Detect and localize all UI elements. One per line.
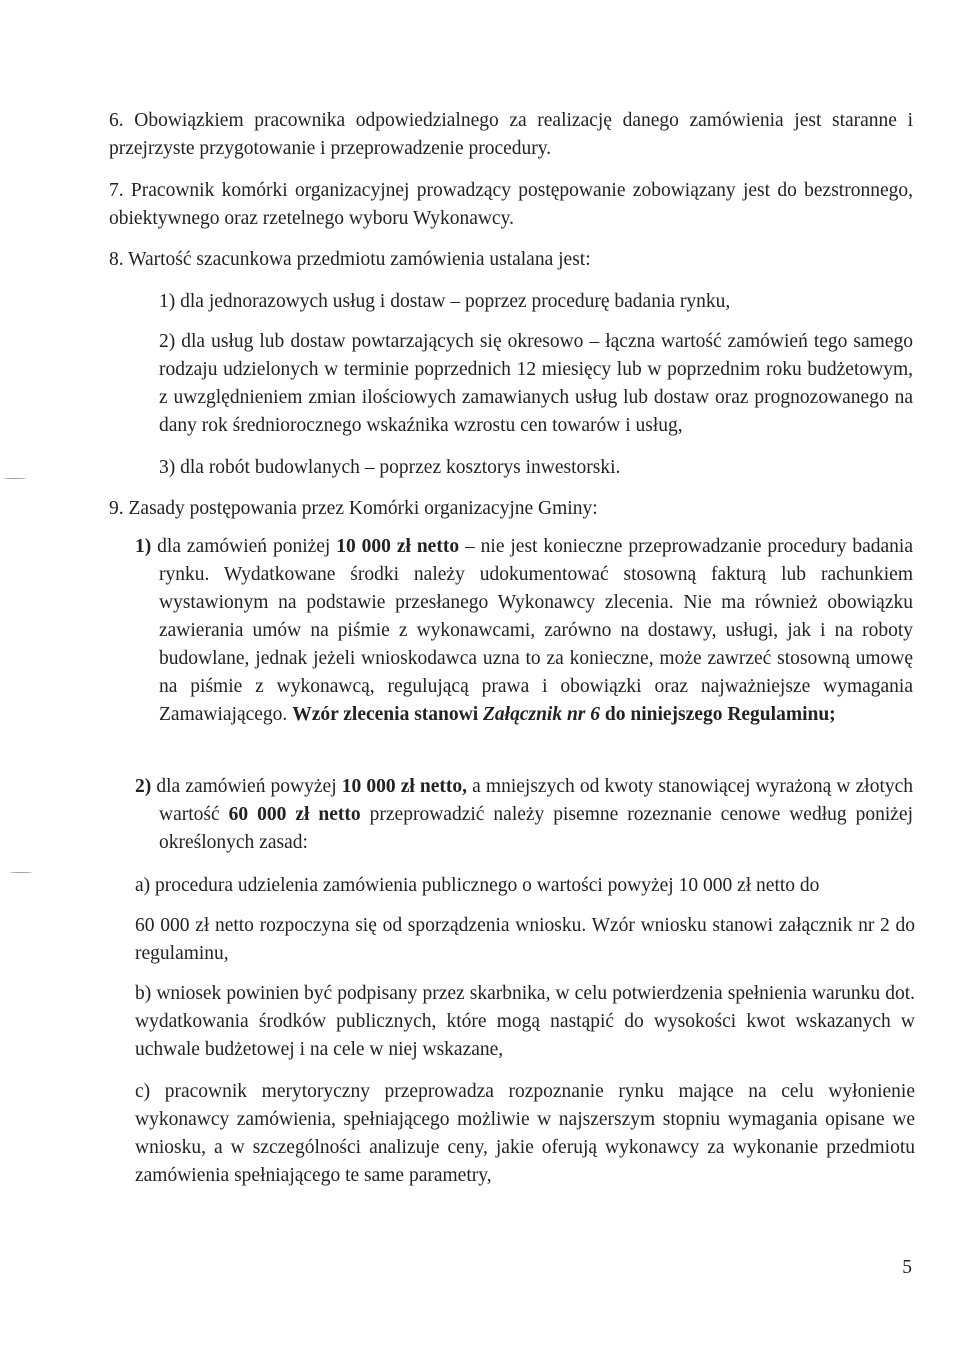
paragraph-6: 6. Obowiązkiem pracownika odpowiedzialnego za realizację danego zamówienia jest staranne i przejrzyste przygotowanie i przeprowadzenie procedury. — [109, 110, 913, 159]
paragraph-9-item-2 — [135, 773, 914, 857]
item-1-number: 1) — [135, 536, 152, 557]
item-2-text-b: a mniejszych od kwoty stanowiącej wyrażoną w złotych wartość — [159, 776, 914, 825]
paragraph-8-item-2 — [159, 328, 913, 440]
subitem-c: c) pracownik merytoryczny przeprowadza rozpoznanie rynku mające na celu wyłonienie wykonawcy zamówienia, spełniającego możliwie w najszerszym stopniu wymagania opisane we wniosku, a w szczególności analizuje ceny, jakie oferują wykonawcy za wykonanie przedmiotu zamówienia spełniającego te same parametry, — [135, 1081, 915, 1186]
paragraph-9: 9. Zasady postępowania przez Komórki organizacyjne Gminy: — [109, 498, 598, 519]
item-1-template-note: Wzór zlecenia stanowi — [292, 704, 483, 725]
subitem-a-line-1: a) procedura udzielenia zamówienia publicznego o wartości powyżej 10 000 zł netto do — [135, 875, 820, 896]
paragraph-7: 7. Pracownik komórki organizacyjnej prowadzący postępowanie zobowiązany jest do bezstronnego, obiektywnego oraz rzetelnego wyboru Wykonawcy. — [109, 180, 913, 229]
item-1-regulation-ref: do niniejszego Regulaminu; — [600, 704, 836, 725]
item-2-text-c: przeprowadzić należy pisemne rozeznanie cenowe według poniżej określonych zasad: — [159, 804, 913, 853]
paragraph-8: 8. Wartość szacunkowa przedmiotu zamówienia ustalana jest: — [109, 249, 591, 270]
item-2-number: 2) — [135, 776, 152, 797]
item-2-text-a: dla zamówień powyżej — [151, 776, 342, 797]
item-1-text-a: dla zamówień poniżej — [151, 536, 337, 557]
item-1-threshold: 10 000 zł netto — [336, 536, 460, 557]
item-1-attachment-ref: Załącznik nr 6 — [483, 704, 601, 725]
subitem-a-continuation: 60 000 zł netto rozpoczyna się od sporządzenia wniosku. Wzór wniosku stanowi załącznik nr 2 do regulaminu, — [135, 915, 915, 964]
paragraph-9-item-1 — [135, 533, 914, 729]
paragraph-8-item-1: 1) dla jednorazowych usług i dostaw – poprzez procedurę badania rynku, — [159, 291, 731, 312]
item-2-threshold-high: 60 000 zł netto — [228, 804, 361, 825]
scan-margin-mark — [10, 872, 32, 873]
item-1-text-b: – nie jest konieczne przeprowadzanie procedury badania rynku. Wydatkowane środki należy udokumentować stosowną fakturą lub rachunkiem wystawionym na podstawie przesłanego Wykonawcy zlecenia. Nie ma również obowiązku zawierania umów na piśmie z wykonawcami, zarówno na dostawy, usługi, jak i na roboty budowlane, jednak jeżeli wnioskodawca uzna to za konieczne, może zawrzeć stosowną umowę na piśmie z wykonawcą, regulującą prawa i obowiązki oraz najważniejsze wymagania Zamawiającego. — [159, 536, 914, 725]
paragraph-8-item-3: 3) dla robót budowlanych – poprzez kosztorys inwestorski. — [159, 457, 621, 478]
scan-margin-mark — [4, 478, 26, 479]
subitem-b: b) wniosek powinien być podpisany przez skarbnika, w celu potwierdzenia spełnienia warunku dot. wydatkowania środków publicznych, które mogą nastąpić do wysokości kwot wskazanych w uchwale budżetowej i na cele w niej wskazane, — [135, 983, 915, 1060]
item-2-threshold-low: 10 000 zł netto, — [341, 776, 468, 797]
page-number: 5 — [902, 1257, 912, 1278]
paragraph-8-item-2-text: 2) dla usług lub dostaw powtarzających się okresowo – łączna wartość zamówień tego samego rodzaju udzielonych w terminie poprzednich 12 miesięcy lub w poprzednim roku budżetowym, z uwzględnieniem zmian ilościowych zamawianych usług lub dostaw oraz prognozowanego na dany rok średniorocznego wskaźnika wzrostu cen towarów i usług, — [159, 331, 913, 436]
